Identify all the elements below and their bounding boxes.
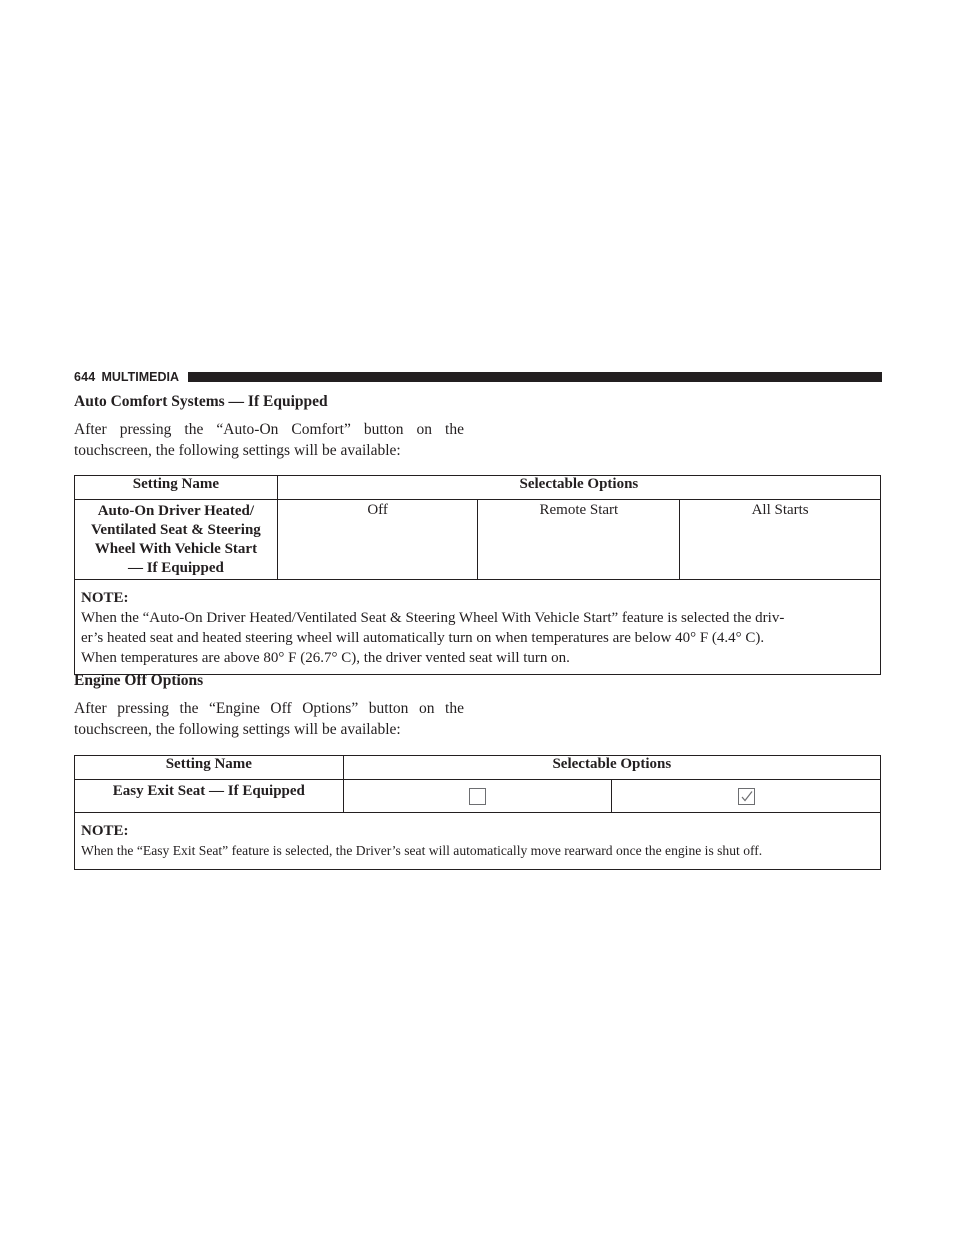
setting-name-line: — If Equipped xyxy=(127,560,224,576)
engine-off-heading: Engine Off Options xyxy=(74,672,204,689)
auto-comfort-table xyxy=(74,475,881,675)
note-cell xyxy=(75,813,881,870)
note-line: When the “Auto-On Driver Heated/Ventilated Seat & Steering Wheel With Vehicle Start” feature is selected the driv- xyxy=(81,610,785,626)
note-line: When the “Easy Exit Seat” feature is selected, the Driver’s seat will automatically move rearward once the engine is shut off. xyxy=(81,843,763,858)
table-row xyxy=(75,780,881,813)
engine-off-table xyxy=(74,755,881,870)
column-header-selectable-options: Selectable Options xyxy=(343,756,880,780)
column-header-selectable-options: Selectable Options xyxy=(277,476,880,500)
option-off: Off xyxy=(277,500,478,580)
column-header-setting-name: Setting Name xyxy=(75,756,344,780)
setting-name-line: Ventilated Seat & Steering xyxy=(90,522,261,538)
note-label: NOTE: xyxy=(81,823,129,839)
option-checked-cell xyxy=(612,780,881,813)
setting-name-cell: Easy Exit Seat — If Equipped xyxy=(75,780,344,813)
option-remote-start: Remote Start xyxy=(478,500,680,580)
empty-checkbox-icon xyxy=(469,788,486,805)
setting-name-line: Auto-On Driver Heated/ xyxy=(97,503,255,519)
column-header-setting-name: Setting Name xyxy=(75,476,278,500)
intro-line: After pressing the “Auto-On Comfort” button on the xyxy=(74,421,464,438)
table-row xyxy=(75,500,881,580)
intro-line: touchscreen, the following settings will be available: xyxy=(74,721,401,738)
note-line: er’s heated seat and heated steering wheel will automatically turn on when temperatures are below 40° F (4.4° C). xyxy=(81,630,765,646)
section-title: MULTIMEDIA xyxy=(101,370,180,384)
intro-line: After pressing the “Engine Off Options” button on the xyxy=(74,700,464,717)
engine-off-intro xyxy=(74,698,464,740)
note-label: NOTE: xyxy=(81,590,129,606)
checked-checkbox-icon xyxy=(738,788,755,805)
note-cell xyxy=(75,580,881,675)
page-number: 644 xyxy=(74,370,96,384)
setting-name-cell xyxy=(75,500,278,580)
auto-comfort-heading: Auto Comfort Systems — If Equipped xyxy=(74,393,328,410)
header-rule xyxy=(188,372,882,382)
setting-name-line: Wheel With Vehicle Start xyxy=(94,541,258,557)
intro-line: touchscreen, the following settings will be available: xyxy=(74,442,401,459)
option-unchecked-cell xyxy=(343,780,612,813)
auto-comfort-intro xyxy=(74,419,464,461)
page-header xyxy=(74,369,882,385)
note-line: When temperatures are above 80° F (26.7° C), the driver vented seat will turn on. xyxy=(81,650,570,666)
option-all-starts: All Starts xyxy=(680,500,881,580)
